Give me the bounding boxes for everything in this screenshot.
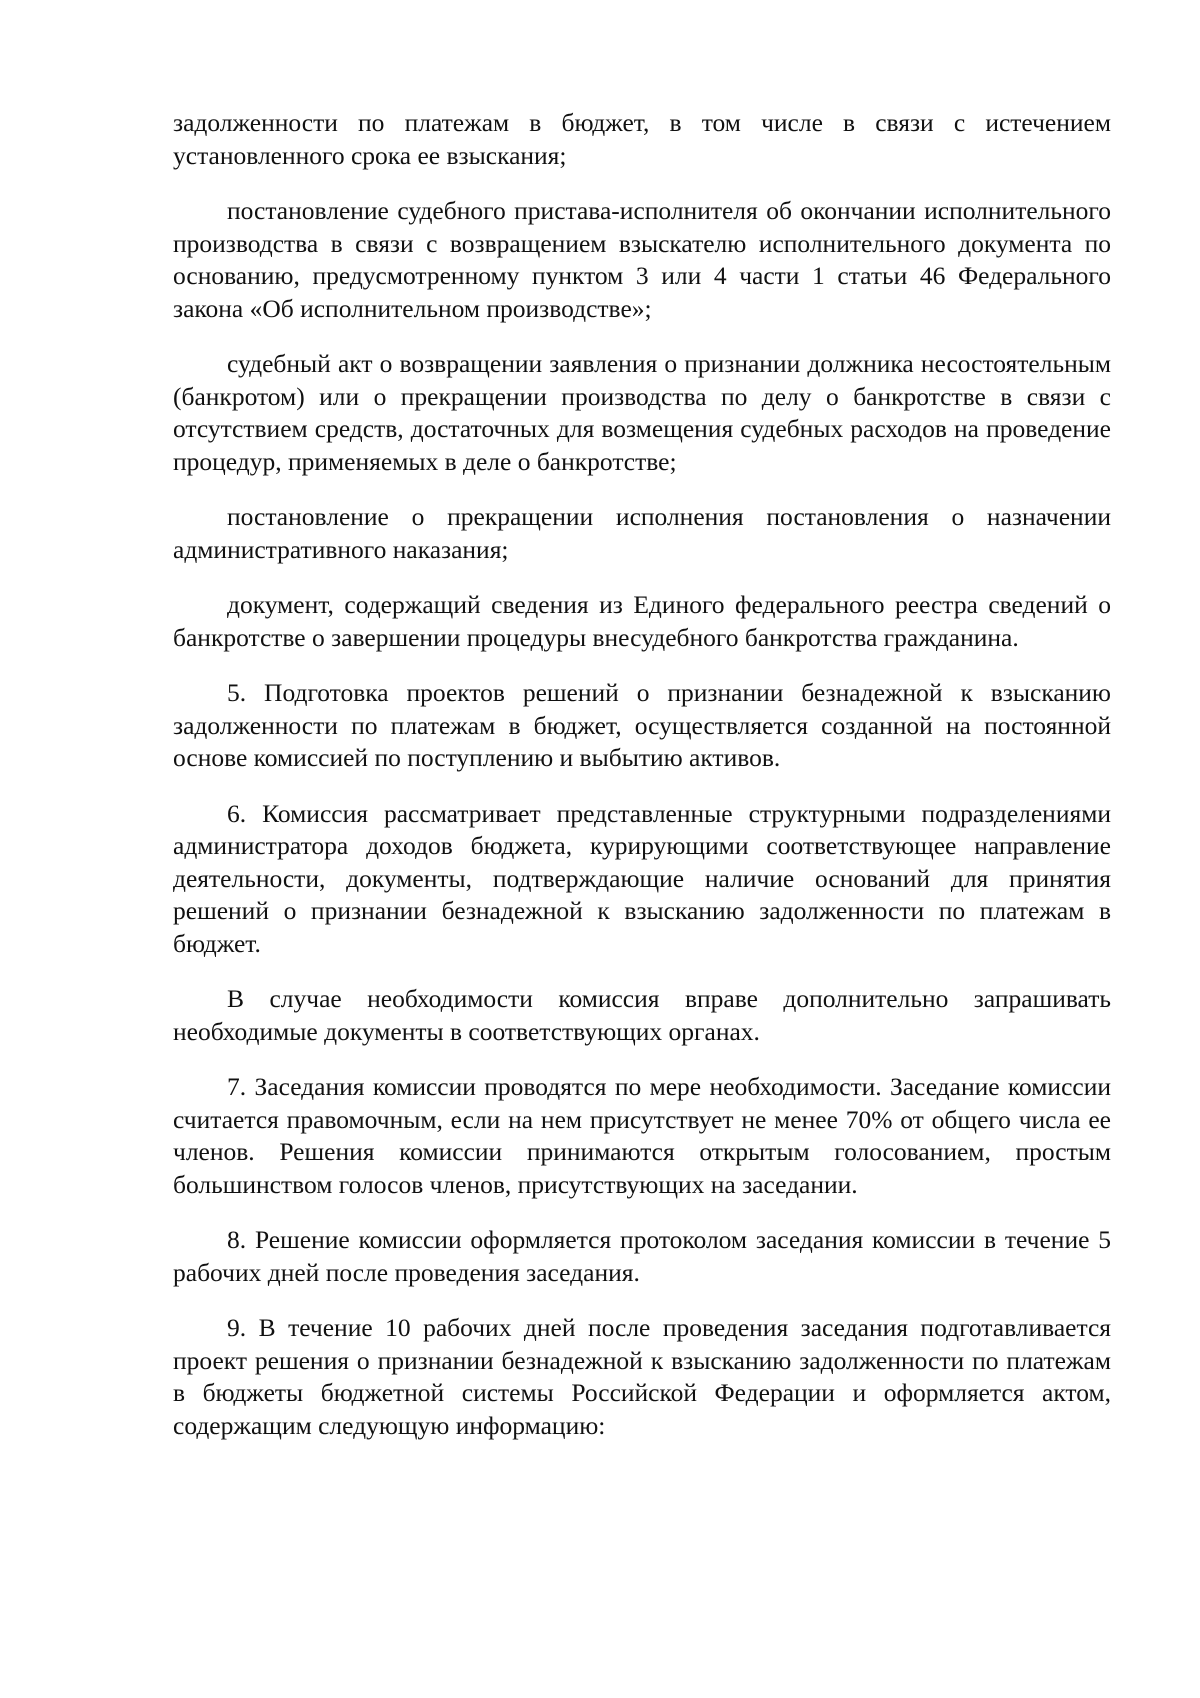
paragraph-termination-resolution: постановление о прекращении исполнения постановления о назначении административного наказания; [173, 502, 1111, 564]
paragraph-bailiff-resolution: постановление судебного пристава-исполнителя об окончании исполнительного производства в связи с возвращением взыскателю исполнительного документа по основанию, предусмотренному пунктом 3 или 4 части 1 статьи 46 Федерального закона «Об исполнительном производстве»; [173, 196, 1111, 323]
paragraph-item-5: 5. Подготовка проектов решений о признании безнадежной к взысканию задолженности по платежам в бюджет, осуществляется созданной на постоянной основе комиссией по поступлению и выбытию активов. [173, 678, 1111, 772]
paragraph-court-act: судебный акт о возвращении заявления о признании должника несостоятельным (банкротом) или о прекращении производства по делу о банкротстве в связи с отсутствием средств, достаточных для возмещения судебных расходов на проведение процедур, применяемых в деле о банкротстве; [173, 349, 1111, 476]
paragraph-continuation: задолженности по платежам в бюджет, в том числе в связи с истечением установленного срока ее взыскания; [173, 108, 1111, 170]
paragraph-item-9: 9. В течение 10 рабочих дней после проведения заседания подготавливается проект решения о признании безнадежной к взысканию задолженности по платежам в бюджеты бюджетной системы Российской Федерации и оформляется актом, содержащим следующую информацию: [173, 1313, 1111, 1440]
paragraph-bankruptcy-registry: документ, содержащий сведения из Единого федерального реестра сведений о банкротстве о завершении процедуры внесудебного банкротства гражданина. [173, 590, 1111, 652]
paragraph-commission-request: В случае необходимости комиссия вправе дополнительно запрашивать необходимые документы в соответствующих органах. [173, 984, 1111, 1046]
paragraph-item-8: 8. Решение комиссии оформляется протоколом заседания комиссии в течение 5 рабочих дней после проведения заседания. [173, 1225, 1111, 1287]
paragraph-item-7: 7. Заседания комиссии проводятся по мере необходимости. Заседание комиссии считается правомочным, если на нем присутствует не менее 70% от общего числа ее членов. Решения комиссии принимаются открытым голосованием, простым большинством голосов членов, присутствующих на заседании. [173, 1072, 1111, 1199]
paragraph-item-6: 6. Комиссия рассматривает представленные структурными подразделениями администратора доходов бюджета, курирующими соответствующее направление деятельности, документы, подтверждающие наличие оснований для принятия решений о признании безнадежной к взысканию задолженности по платежам в бюджет. [173, 798, 1111, 958]
